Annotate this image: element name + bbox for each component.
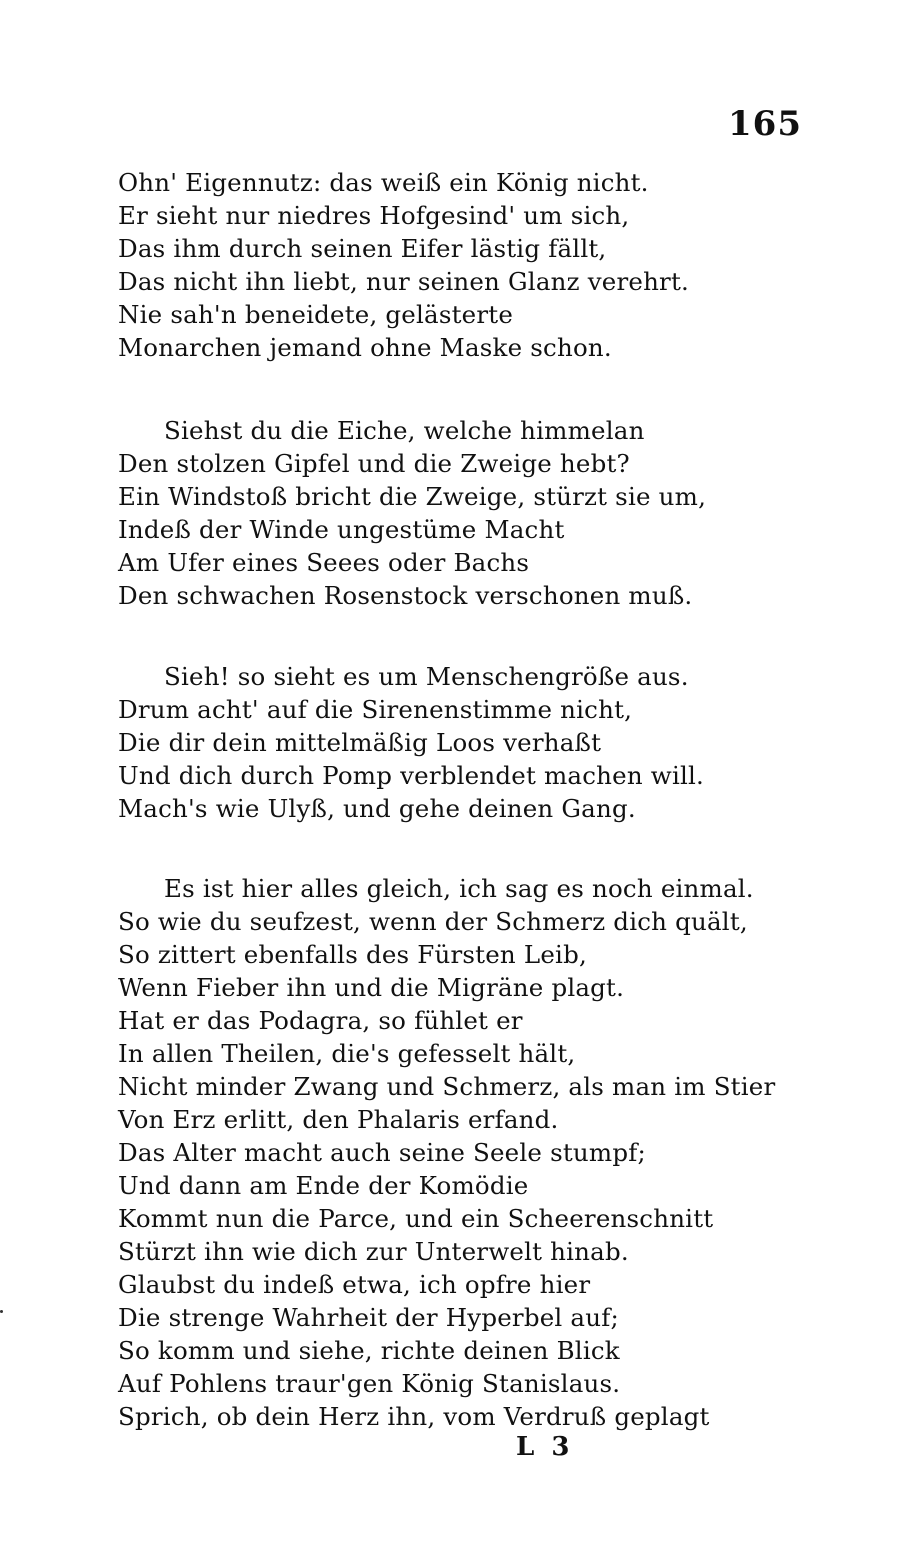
- verse-line: Ein Windstoß bricht die Zweige, stürzt sie um,: [118, 482, 707, 511]
- verse-line: Wenn Fieber ihn und die Migräne plagt.: [118, 973, 625, 1002]
- verse-line: Und dich durch Pomp verblendet machen will.: [118, 761, 705, 790]
- verse-line: Er sieht nur niedres Hofgesind' um sich,: [118, 201, 630, 230]
- verse-line: Indeß der Winde ungestüme Macht: [118, 515, 565, 544]
- verse-line: Das Alter macht auch seine Seele stumpf;: [118, 1138, 646, 1167]
- verse-line: Sprich, ob dein Herz ihn, vom Verdruß geplagt: [118, 1402, 710, 1431]
- verse-line: So komm und siehe, richte deinen Blick: [118, 1336, 620, 1365]
- verse-line: Das ihm durch seinen Eifer lästig fällt,: [118, 234, 607, 263]
- verse-line: Drum acht' auf die Sirenenstimme nicht,: [118, 695, 633, 724]
- verse-line: In allen Theilen, die's gefesselt hält,: [118, 1039, 576, 1068]
- verse-line: Die strenge Wahrheit der Hyperbel auf;: [118, 1303, 619, 1332]
- page-number: 165: [728, 104, 802, 144]
- verse-line: Stürzt ihn wie dich zur Unterwelt hinab.: [118, 1237, 629, 1266]
- stanza-2: [118, 414, 808, 612]
- verse-line: Ohn' Eigennutz: das weiß ein König nicht.: [118, 168, 649, 197]
- verse-line: Es ist hier alles gleich, ich sag es noch einmal.: [164, 874, 754, 903]
- verse-line: Die dir dein mittelmäßig Loos verhaßt: [118, 728, 602, 757]
- verse-line: Nie sah'n beneidete, gelästerte: [118, 300, 514, 329]
- stanza-1: [118, 166, 808, 364]
- verse-line: Hat er das Podagra, so fühlet er: [118, 1006, 523, 1035]
- verse-line: Von Erz erlitt, den Phalaris erfand.: [118, 1105, 559, 1134]
- verse-line: Am Ufer eines Seees oder Bachs: [118, 548, 530, 577]
- verse-line: Mach's wie Ulyß, und gehe deinen Gang.: [118, 794, 636, 823]
- verse-line: Den stolzen Gipfel und die Zweige hebt?: [118, 449, 630, 478]
- verse-line: Kommt nun die Parce, und ein Scheerenschnitt: [118, 1204, 714, 1233]
- stanza-3: [118, 660, 808, 825]
- verse-line: Monarchen jemand ohne Maske schon.: [118, 333, 612, 362]
- verse-line: Den schwachen Rosenstock verschonen muß.: [118, 581, 693, 610]
- verse-line: Auf Pohlens traur'gen König Stanislaus.: [118, 1369, 621, 1398]
- signature-mark: L 3: [516, 1432, 574, 1462]
- verse-line: Glaubst du indeß etwa, ich opfre hier: [118, 1270, 591, 1299]
- verse-line: Siehst du die Eiche, welche himmelan: [164, 416, 645, 445]
- verse-line: So wie du seufzest, wenn der Schmerz dich quält,: [118, 907, 748, 936]
- verse-line: Nicht minder Zwang und Schmerz, als man im Stier: [118, 1072, 776, 1101]
- verse-line: Das nicht ihn liebt, nur seinen Glanz verehrt.: [118, 267, 689, 296]
- verse-line: Sieh! so sieht es um Menschengröße aus.: [164, 662, 689, 691]
- verse-line: Und dann am Ende der Komödie: [118, 1171, 529, 1200]
- verse-line: So zittert ebenfalls des Fürsten Leib,: [118, 940, 587, 969]
- stanza-4: [118, 872, 808, 1433]
- margin-speck: [0, 1310, 3, 1313]
